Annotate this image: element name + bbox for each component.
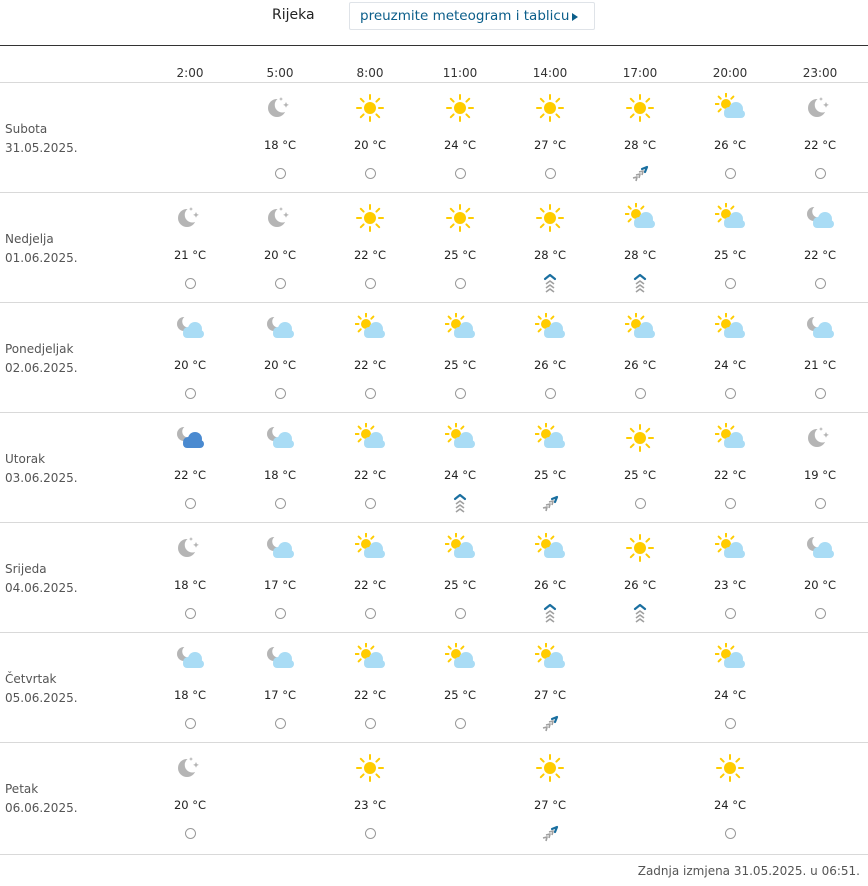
day-label	[5, 560, 78, 598]
forecast-cell	[505, 303, 595, 411]
day-name: Utorak	[5, 452, 46, 466]
sun-icon	[715, 753, 745, 783]
calm-wind-icon	[455, 718, 466, 729]
moon-stars-icon	[805, 93, 835, 123]
forecast-cell	[685, 83, 775, 191]
forecast-cell	[145, 633, 235, 741]
hour-label: 11:00	[442, 66, 478, 80]
hour-label: 20:00	[712, 66, 748, 80]
calm-wind-icon	[185, 608, 196, 619]
hours-header	[0, 66, 868, 82]
day-date: 04.06.2025.	[5, 581, 78, 595]
day-name: Ponedjeljak	[5, 342, 74, 356]
calm-wind-icon	[365, 608, 376, 619]
temperature: 28 °C	[623, 248, 657, 262]
calm-wind-icon	[635, 498, 646, 509]
temperature: 24 °C	[713, 688, 747, 702]
moon-stars-icon	[175, 533, 205, 563]
calm-wind-icon	[185, 278, 196, 289]
moon-stars-icon	[805, 423, 835, 453]
forecast-cell	[685, 303, 775, 411]
calm-wind-icon	[275, 608, 286, 619]
download-meteogram-button[interactable]	[349, 2, 595, 30]
hour-label: 23:00	[802, 66, 838, 80]
sun-cloud-icon	[715, 203, 745, 233]
calm-wind-icon	[815, 278, 826, 289]
hour-label: 8:00	[356, 66, 384, 80]
forecast-cell	[595, 413, 685, 521]
wind-southwest-icon	[628, 163, 652, 183]
forecast-cell	[235, 83, 325, 191]
temperature: 22 °C	[713, 468, 747, 482]
temperature: 20 °C	[173, 798, 207, 812]
temperature: 19 °C	[803, 468, 837, 482]
day-name: Subota	[5, 122, 48, 136]
calm-wind-icon	[635, 388, 646, 399]
calm-wind-icon	[455, 168, 466, 179]
footer	[0, 854, 868, 878]
wind-north-icon	[628, 603, 652, 623]
forecast-cell	[775, 83, 865, 191]
sun-cloud-icon	[355, 423, 385, 453]
sun-cloud-icon	[355, 643, 385, 673]
day-label	[5, 340, 78, 378]
forecast-cell	[145, 303, 235, 411]
day-label	[5, 780, 78, 818]
forecast-cell	[685, 523, 775, 631]
temperature: 26 °C	[623, 358, 657, 372]
forecast-cell	[775, 193, 865, 301]
forecast-cell	[235, 633, 325, 741]
calm-wind-icon	[365, 278, 376, 289]
calm-wind-icon	[725, 388, 736, 399]
calm-wind-icon	[365, 828, 376, 839]
forecast-cell	[595, 303, 685, 411]
forecast-cell	[685, 743, 775, 851]
wind-southwest-icon	[538, 823, 562, 843]
day-row	[0, 632, 868, 742]
forecast-cell	[415, 303, 505, 411]
calm-wind-icon	[275, 278, 286, 289]
day-name: Srijeda	[5, 562, 47, 576]
moon-cloud-icon	[805, 203, 835, 233]
forecast-cell	[505, 193, 595, 301]
temperature: 22 °C	[173, 468, 207, 482]
forecast-cell	[415, 193, 505, 301]
temperature: 25 °C	[713, 248, 747, 262]
calm-wind-icon	[365, 388, 376, 399]
temperature: 18 °C	[263, 138, 297, 152]
forecast-cell	[775, 413, 865, 521]
forecast-cell	[145, 743, 235, 851]
forecast-cell	[415, 413, 505, 521]
temperature: 22 °C	[353, 688, 387, 702]
temperature: 28 °C	[533, 248, 567, 262]
last-updated-text: Zadnja izmjena 31.05.2025. u 06:51.	[637, 864, 860, 878]
moon-stars-icon	[175, 203, 205, 233]
temperature: 22 °C	[353, 468, 387, 482]
sun-cloud-icon	[535, 423, 565, 453]
forecast-cell	[505, 523, 595, 631]
temperature: 26 °C	[713, 138, 747, 152]
forecast-cell	[235, 193, 325, 301]
calm-wind-icon	[815, 608, 826, 619]
forecast-cell	[415, 633, 505, 741]
forecast-cell	[505, 413, 595, 521]
forecast-cell	[595, 523, 685, 631]
moon-stars-icon	[265, 93, 295, 123]
calm-wind-icon	[365, 168, 376, 179]
sun-cloud-icon	[355, 313, 385, 343]
sun-icon	[625, 93, 655, 123]
hour-label: 14:00	[532, 66, 568, 80]
temperature: 18 °C	[263, 468, 297, 482]
sun-cloud-icon	[445, 423, 475, 453]
wind-north-icon	[538, 603, 562, 623]
sun-cloud-icon	[535, 313, 565, 343]
moon-stars-icon	[175, 753, 205, 783]
temperature: 24 °C	[713, 798, 747, 812]
calm-wind-icon	[725, 168, 736, 179]
temperature: 22 °C	[353, 358, 387, 372]
calm-wind-icon	[455, 278, 466, 289]
temperature: 25 °C	[443, 248, 477, 262]
calm-wind-icon	[725, 718, 736, 729]
wind-north-icon	[448, 493, 472, 513]
sun-icon	[445, 93, 475, 123]
sun-cloud-icon	[715, 313, 745, 343]
day-date: 05.06.2025.	[5, 691, 78, 705]
temperature: 26 °C	[533, 578, 567, 592]
forecast-cell	[595, 193, 685, 301]
day-date: 03.06.2025.	[5, 471, 78, 485]
temperature: 18 °C	[173, 578, 207, 592]
temperature: 23 °C	[713, 578, 747, 592]
temperature: 24 °C	[443, 138, 477, 152]
moon-cloud-icon	[175, 313, 205, 343]
hour-label: 17:00	[622, 66, 658, 80]
forecast-cell	[505, 633, 595, 741]
forecast-cell	[415, 83, 505, 191]
temperature: 22 °C	[803, 138, 837, 152]
day-name: Nedjelja	[5, 232, 54, 246]
forecast-cell	[145, 413, 235, 521]
day-name: Petak	[5, 782, 39, 796]
temperature: 25 °C	[623, 468, 657, 482]
day-name: Četvrtak	[5, 672, 57, 686]
calm-wind-icon	[275, 388, 286, 399]
sun-icon	[535, 753, 565, 783]
temperature: 23 °C	[353, 798, 387, 812]
wind-southwest-icon	[538, 713, 562, 733]
hour-label: 5:00	[266, 66, 294, 80]
forecast-cell	[235, 413, 325, 521]
forecast-cell	[325, 413, 415, 521]
day-label	[5, 120, 78, 158]
sun-icon	[355, 753, 385, 783]
forecast-cell	[325, 303, 415, 411]
sun-icon	[535, 93, 565, 123]
sun-cloud-icon	[625, 313, 655, 343]
day-date: 06.06.2025.	[5, 801, 78, 815]
day-date: 01.06.2025.	[5, 251, 78, 265]
forecast-cell	[325, 83, 415, 191]
sun-cloud-icon	[715, 533, 745, 563]
calm-wind-icon	[185, 498, 196, 509]
calm-wind-icon	[725, 498, 736, 509]
calm-wind-icon	[185, 718, 196, 729]
temperature: 18 °C	[173, 688, 207, 702]
forecast-cell	[775, 303, 865, 411]
calm-wind-icon	[365, 498, 376, 509]
temperature: 22 °C	[803, 248, 837, 262]
calm-wind-icon	[275, 168, 286, 179]
calm-wind-icon	[725, 608, 736, 619]
temperature: 21 °C	[173, 248, 207, 262]
calm-wind-icon	[545, 388, 556, 399]
temperature: 25 °C	[443, 688, 477, 702]
calm-wind-icon	[185, 828, 196, 839]
temperature: 20 °C	[263, 358, 297, 372]
calm-wind-icon	[545, 168, 556, 179]
day-row	[0, 192, 868, 302]
forecast-cell	[505, 743, 595, 851]
temperature: 21 °C	[803, 358, 837, 372]
forecast-cell	[325, 193, 415, 301]
moon-cloud-icon	[265, 313, 295, 343]
temperature: 17 °C	[263, 578, 297, 592]
sun-cloud-icon	[445, 643, 475, 673]
forecast-cell	[235, 523, 325, 631]
forecast-cell	[145, 523, 235, 631]
temperature: 25 °C	[443, 578, 477, 592]
temperature: 24 °C	[713, 358, 747, 372]
temperature: 20 °C	[803, 578, 837, 592]
moon-cloud-icon	[265, 643, 295, 673]
forecast-cell	[325, 523, 415, 631]
caret-right-icon	[572, 13, 578, 21]
sun-cloud-icon	[535, 533, 565, 563]
sun-cloud-icon	[535, 643, 565, 673]
moon-cloud-icon	[175, 643, 205, 673]
forecast-cell	[415, 523, 505, 631]
forecast-cell	[145, 193, 235, 301]
wind-southwest-icon	[538, 493, 562, 513]
calm-wind-icon	[455, 608, 466, 619]
forecast-cell	[685, 193, 775, 301]
day-row	[0, 522, 868, 632]
temperature: 28 °C	[623, 138, 657, 152]
temperature: 25 °C	[443, 358, 477, 372]
wind-north-icon	[538, 273, 562, 293]
calm-wind-icon	[275, 498, 286, 509]
moon-cloud-dark-icon	[175, 423, 205, 453]
sun-cloud-icon	[715, 423, 745, 453]
sun-cloud-icon	[355, 533, 385, 563]
download-meteogram-label: preuzmite meteogram i tablicu	[360, 8, 570, 24]
sun-cloud-icon	[445, 313, 475, 343]
forecast-cell	[325, 633, 415, 741]
forecast-cell	[685, 413, 775, 521]
forecast-cell	[595, 83, 685, 191]
moon-cloud-icon	[265, 533, 295, 563]
day-label	[5, 670, 78, 708]
temperature: 27 °C	[533, 138, 567, 152]
day-row	[0, 412, 868, 522]
forecast-cell	[235, 303, 325, 411]
calm-wind-icon	[275, 718, 286, 729]
calm-wind-icon	[725, 828, 736, 839]
sun-icon	[355, 203, 385, 233]
forecast-cell	[505, 83, 595, 191]
sun-icon	[625, 533, 655, 563]
calm-wind-icon	[815, 498, 826, 509]
wind-north-icon	[628, 273, 652, 293]
forecast-cell	[775, 523, 865, 631]
sun-cloud-icon	[445, 533, 475, 563]
temperature: 27 °C	[533, 688, 567, 702]
temperature: 22 °C	[353, 578, 387, 592]
day-date: 02.06.2025.	[5, 361, 78, 375]
temperature: 20 °C	[263, 248, 297, 262]
sun-icon	[355, 93, 385, 123]
day-row	[0, 742, 868, 852]
temperature: 25 °C	[533, 468, 567, 482]
temperature: 26 °C	[533, 358, 567, 372]
day-row	[0, 302, 868, 412]
calm-wind-icon	[815, 168, 826, 179]
temperature: 20 °C	[173, 358, 207, 372]
temperature: 20 °C	[353, 138, 387, 152]
day-date: 31.05.2025.	[5, 141, 78, 155]
temperature: 26 °C	[623, 578, 657, 592]
moon-stars-icon	[265, 203, 295, 233]
moon-cloud-icon	[805, 313, 835, 343]
moon-cloud-icon	[265, 423, 295, 453]
forecast-cell	[325, 743, 415, 851]
top-bar	[0, 0, 868, 46]
forecast-cell	[685, 633, 775, 741]
city-name: Rijeka	[272, 7, 315, 23]
temperature: 27 °C	[533, 798, 567, 812]
temperature: 17 °C	[263, 688, 297, 702]
sun-icon	[535, 203, 565, 233]
sun-icon	[445, 203, 475, 233]
calm-wind-icon	[815, 388, 826, 399]
sun-cloud-icon	[715, 643, 745, 673]
moon-cloud-icon	[805, 533, 835, 563]
calm-wind-icon	[185, 388, 196, 399]
sun-icon	[625, 423, 655, 453]
day-row	[0, 82, 868, 192]
sun-cloud-icon	[715, 93, 745, 123]
day-label	[5, 450, 78, 488]
temperature: 24 °C	[443, 468, 477, 482]
day-label	[5, 230, 78, 268]
sun-cloud-icon	[625, 203, 655, 233]
calm-wind-icon	[365, 718, 376, 729]
calm-wind-icon	[455, 388, 466, 399]
calm-wind-icon	[725, 278, 736, 289]
hour-label: 2:00	[176, 66, 204, 80]
temperature: 22 °C	[353, 248, 387, 262]
